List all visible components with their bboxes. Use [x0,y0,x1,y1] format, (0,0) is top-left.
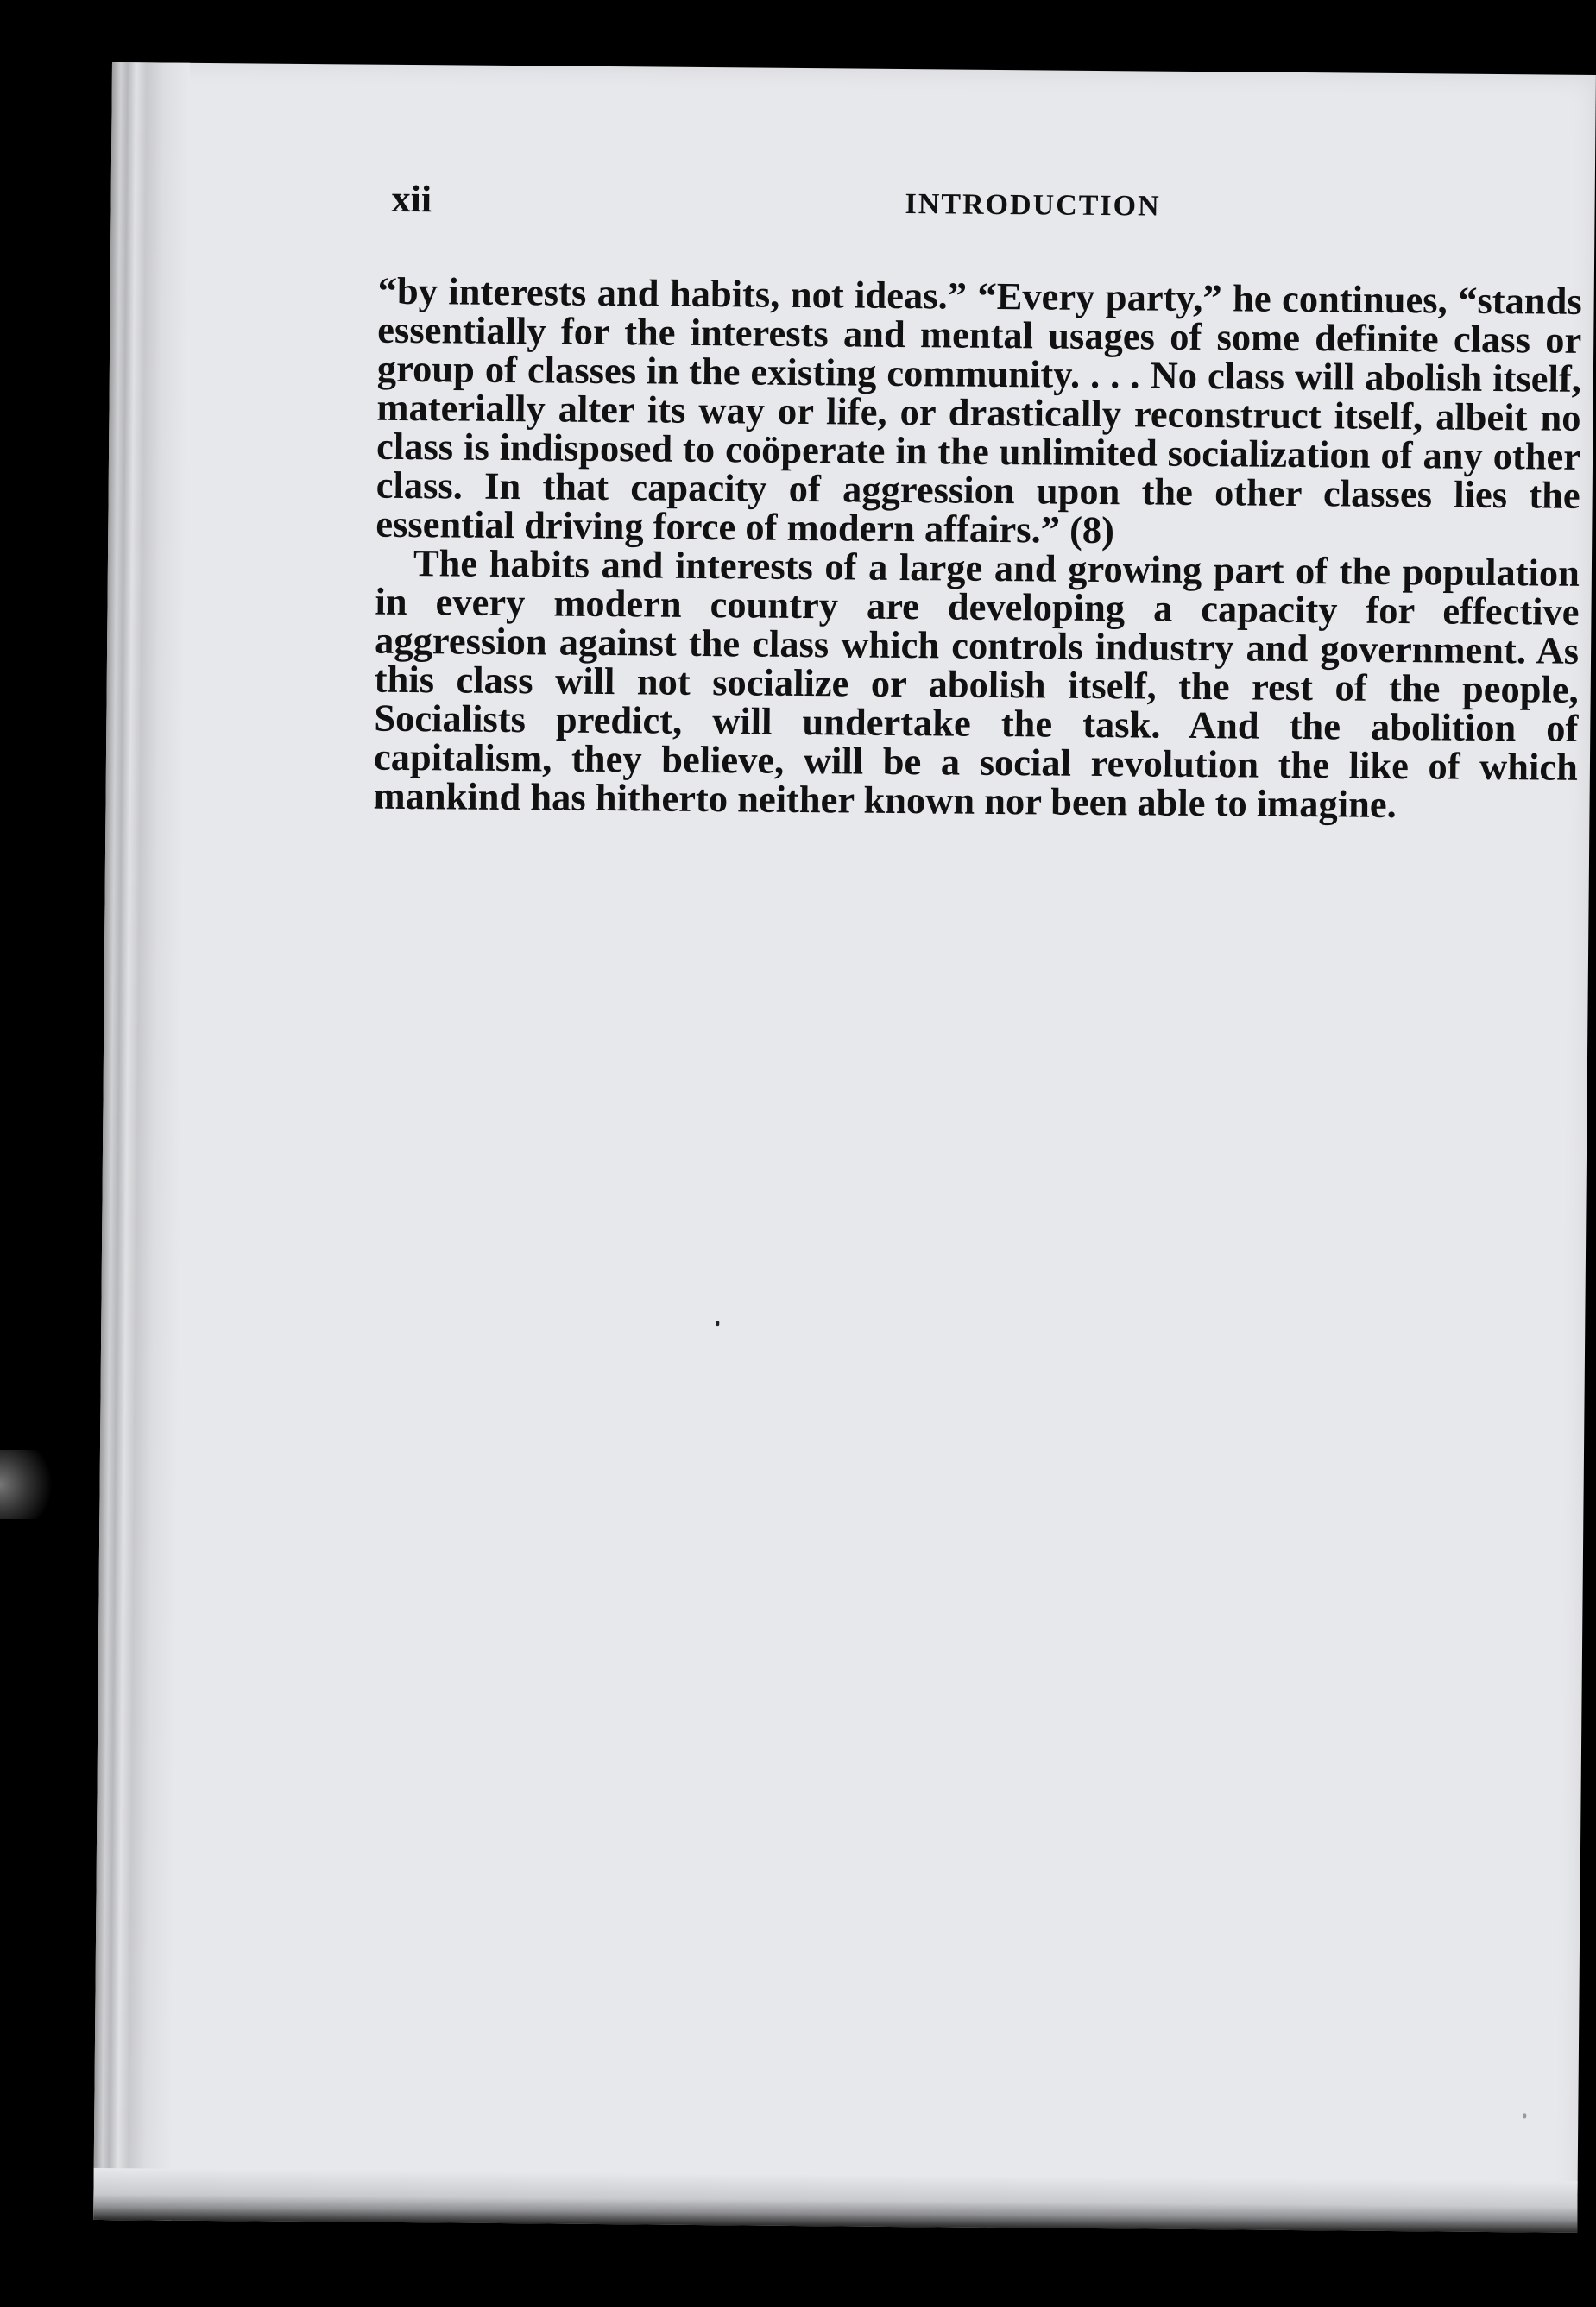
page-bottom-edge [93,2168,1577,2233]
book-page [93,62,1596,2233]
ink-speck [1523,2113,1526,2118]
page-binding-edge [93,62,190,2221]
chapter-title: INTRODUCTION [905,188,1161,223]
body-text [373,268,1582,827]
paragraph-1: “by interests and habits, not ideas.” “Every party,” he continues, “stands essentially for the interests and mental usages of some definite class or group of classes in the existing community. . . . No class will abolish itself, materially alter its way or life, or drastically reconstruct itself, albeit no class is indisposed to coöperate in the unlimited socialization of any other class. In that capacity of aggression upon the other classes lies the essential driving force of modern affairs.” (8) [375,268,1582,552]
running-head [391,177,1582,239]
ink-speck [716,1321,719,1326]
scanner-light-artifact [0,1450,60,1519]
page-number: xii [391,177,432,221]
paragraph-2: The habits and interests of a large and growing part of the population in every modern country are developing a capacity for effective aggression against the class which controls industry and government. As this class will not socialize or abolish itself, the rest of the people, Socialists predict, will undertake the task. And the abolition of capitalism, they believe, will be a social revolution the like of which mankind has hitherto neither known nor been able to imagine. [373,541,1580,827]
